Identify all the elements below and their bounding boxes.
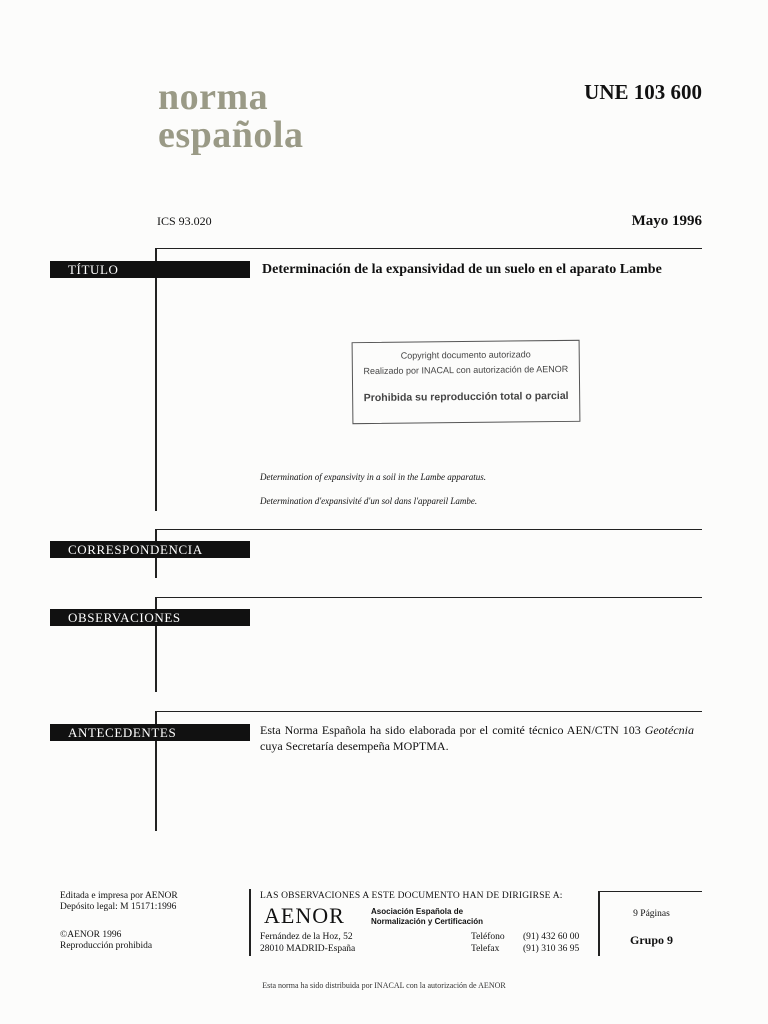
- title-top-rule: [155, 248, 702, 249]
- copyright-stamp: [352, 340, 581, 424]
- copyright-notice: ©AENOR 1996: [60, 930, 122, 940]
- legal-deposit: Depósito legal: M 15171:1996: [60, 902, 177, 912]
- antecedentes-top-rule: [155, 711, 702, 712]
- address-line-1: Fernández de la Hoz, 52: [260, 932, 353, 942]
- fax-label: Telefax: [471, 944, 500, 954]
- phone-row: [471, 931, 579, 943]
- fax-row: [471, 943, 579, 955]
- stamp-line-2: Realizado por INACAL con autorización de AENOR: [363, 363, 569, 377]
- address-line-2: 28010 MADRID-España: [260, 944, 356, 954]
- antecedentes-text: [260, 722, 694, 754]
- aenor-contact: [471, 931, 579, 955]
- page-count: 9 Páginas: [633, 909, 670, 919]
- section-label-observaciones: OBSERVACIONES: [50, 609, 250, 626]
- spanish-title: Determinación de la expansividad de un suelo en el aparato Lambe: [262, 262, 662, 277]
- footer-box-top-rule: [598, 891, 702, 892]
- english-title: Determination of expansivity in a soil in the Lambe apparatus.: [260, 472, 486, 482]
- price-group: Grupo 9: [629, 933, 673, 947]
- standard-code: UNE 103 600: [584, 80, 702, 104]
- aenor-logo: AENOR: [264, 903, 345, 928]
- antecedentes-text-italic: Geotécnia: [644, 723, 694, 737]
- org-line-1: Asociación Española de: [371, 907, 464, 916]
- org-line-2: Normalización y Certificación: [371, 917, 484, 926]
- antecedentes-text-part-1: Esta Norma Española ha sido elaborada por el comité técnico AEN/CTN 103: [260, 723, 645, 737]
- phone-label: Teléfono: [471, 932, 505, 942]
- aenor-address: [260, 931, 355, 955]
- reproduction-notice: Reproducción prohibida: [60, 941, 153, 951]
- aenor-org-name: [371, 907, 483, 927]
- publication-date: Mayo 1996: [631, 213, 702, 229]
- brand-title: [158, 78, 303, 154]
- title-vertical-rule: [155, 248, 157, 511]
- stamp-line-3: Prohibida su reproducción total o parcial: [363, 389, 569, 405]
- section-label-titulo: TÍTULO: [50, 261, 250, 278]
- footer-copyright-block: [60, 930, 152, 952]
- section-label-antecedentes: ANTECEDENTES: [50, 724, 250, 741]
- stamp-line-1: Copyright documento autorizado: [400, 349, 531, 361]
- phone-value: (91) 432 60 00: [523, 932, 580, 942]
- fax-value: (91) 310 36 95: [523, 944, 580, 954]
- brand-line-1: norma: [158, 76, 269, 118]
- french-title: Determination d'expansivité d'un sol dans l'appareil Lambe.: [260, 496, 478, 506]
- footer-left-divider: [249, 889, 251, 956]
- footer-publisher-block: [60, 891, 178, 913]
- correspondencia-top-rule: [155, 529, 702, 530]
- brand-line-2: española: [158, 114, 304, 156]
- edited-by: Editada e impresa por AENOR: [60, 891, 178, 901]
- observations-header: LAS OBSERVACIONES A ESTE DOCUMENTO HAN DE DIRIGIRSE A:: [260, 891, 563, 901]
- section-label-correspondencia: CORRESPONDENCIA: [50, 541, 250, 558]
- distribution-note: Esta norma ha sido distribuida por INACAL con la autorización de AENOR: [262, 981, 506, 990]
- observaciones-top-rule: [155, 597, 702, 598]
- antecedentes-text-part-2: cuya Secretaría desempeña MOPTMA.: [260, 739, 449, 753]
- ics-code: ICS 93.020: [157, 214, 212, 228]
